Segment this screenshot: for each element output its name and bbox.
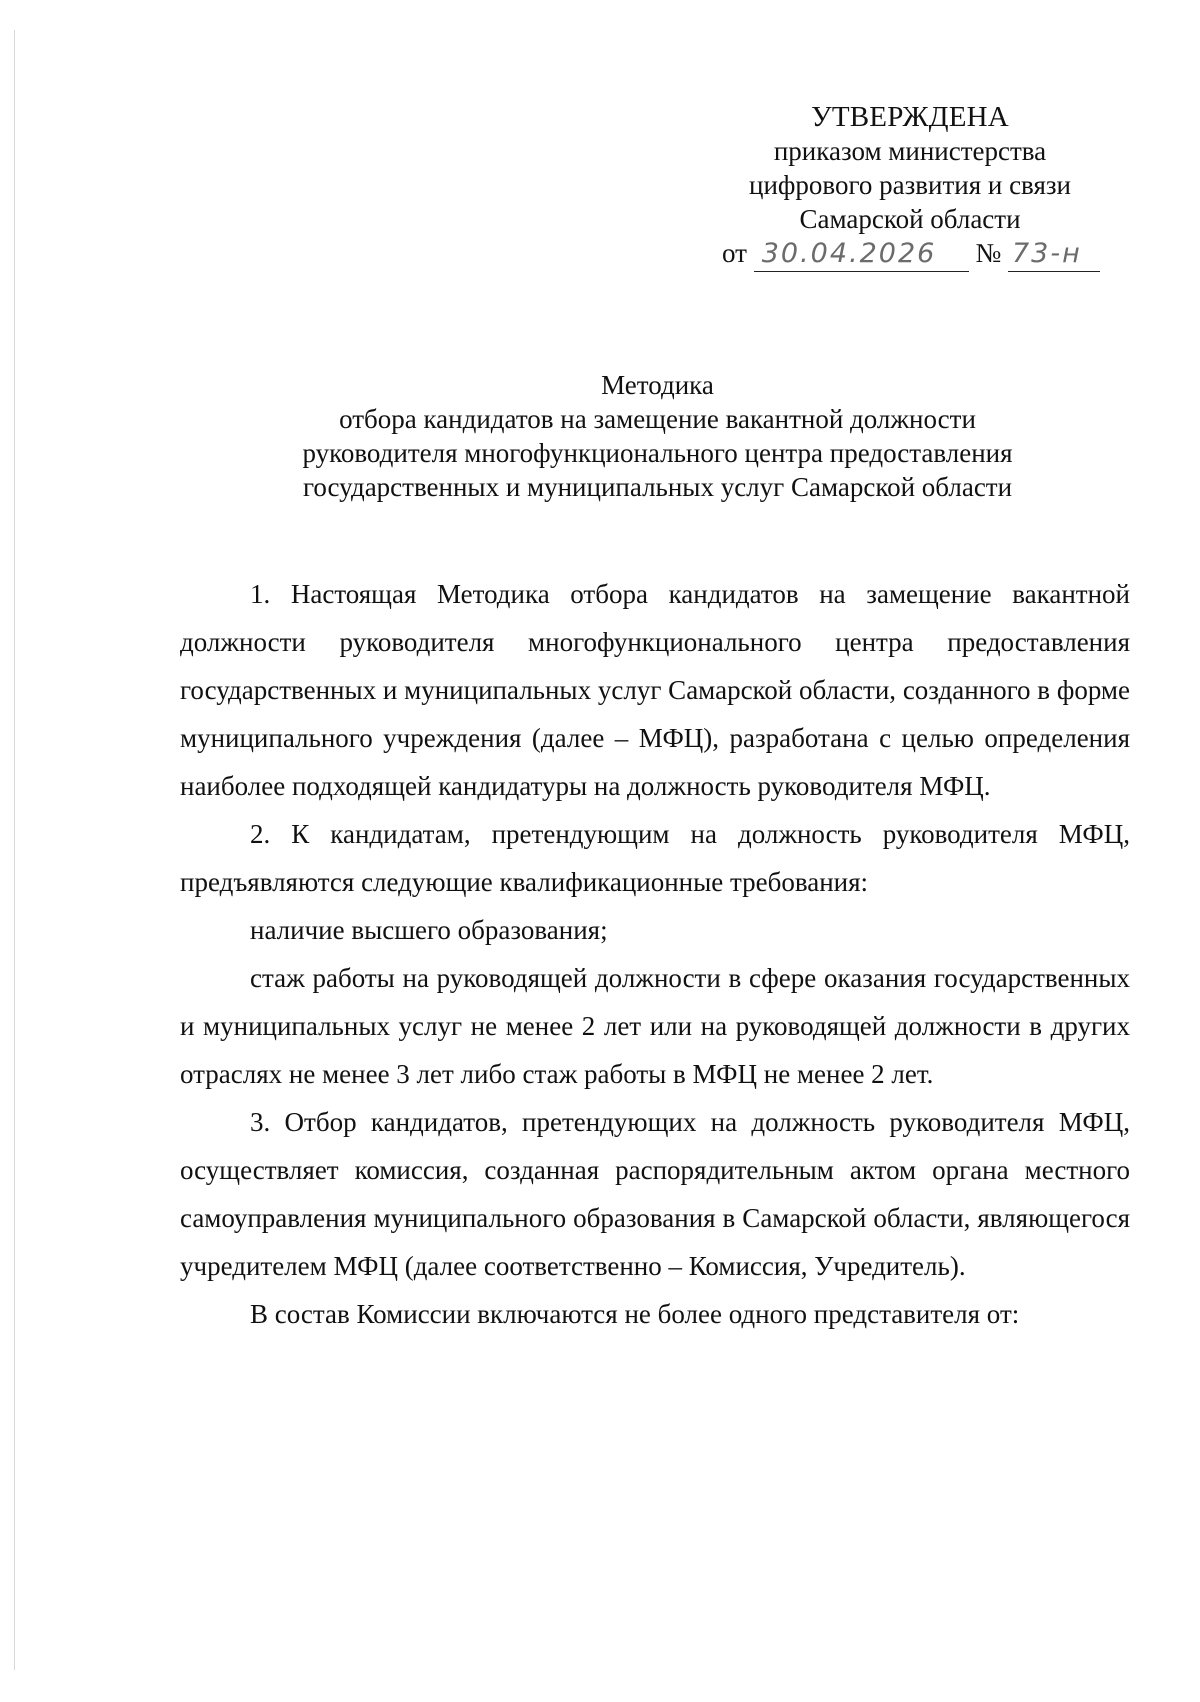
approval-line-1: приказом министерства	[773, 136, 1047, 166]
paragraph-1: 1. Настоящая Методика отбора кандидатов на замещение вакантной должности руководителя многофункционального центра предоставления государственных и муниципальных услуг Самарской области, созданного в форме муниципального учреждения (далее – МФЦ), разработана с целью определения наиболее подходящей кандидатуры на должность руководителя МФЦ.	[180, 579, 1130, 801]
order-number: 73-н	[1011, 238, 1082, 269]
approval-block	[700, 100, 1120, 272]
approval-title: УТВЕРЖДЕНА	[811, 101, 1009, 133]
title-line-1: Методика	[601, 370, 714, 400]
document-body	[180, 570, 1130, 1338]
scan-edge-line	[14, 30, 15, 1670]
requirement-experience: стаж работы на руководящей должности в сфере оказания государственных и муниципальных услуг не менее 2 лет или на руководящей должности в других отраслях не менее 3 лет либо стаж работы в МФЦ не менее 2 лет.	[180, 963, 1130, 1089]
order-date: 30.04.2026	[761, 238, 937, 269]
paragraph-3: 3. Отбор кандидатов, претендующих на должность руководителя МФЦ, осуществляет комиссия, созданная распорядительным актом органа местного самоуправления муниципального образования в Самарской области, являющегося учредителем МФЦ (далее соответственно – Комиссия, Учредитель).	[180, 1107, 1130, 1281]
approval-line-2: цифрового развития и связи	[749, 170, 1071, 200]
order-date-number-line	[700, 236, 1120, 272]
title-line-3: руководителя многофункционального центра предоставления	[302, 438, 1013, 468]
approval-line-3: Самарской области	[799, 204, 1021, 234]
number-label: №	[975, 238, 1002, 268]
title-line-4: государственных и муниципальных услуг Самарской области	[302, 472, 1013, 502]
from-label: от	[722, 238, 747, 268]
document-title	[180, 368, 1135, 504]
paragraph-2: 2. К кандидатам, претендующим на должность руководителя МФЦ, предъявляются следующие квалификационные требования:	[180, 819, 1130, 897]
title-line-2: отбора кандидатов на замещение вакантной должности	[339, 404, 976, 434]
order-date-field	[754, 236, 969, 272]
requirement-education: наличие высшего образования;	[250, 915, 608, 945]
order-number-field	[1008, 236, 1100, 272]
paragraph-4: В состав Комиссии включаются не более одного представителя от:	[250, 1299, 1020, 1329]
